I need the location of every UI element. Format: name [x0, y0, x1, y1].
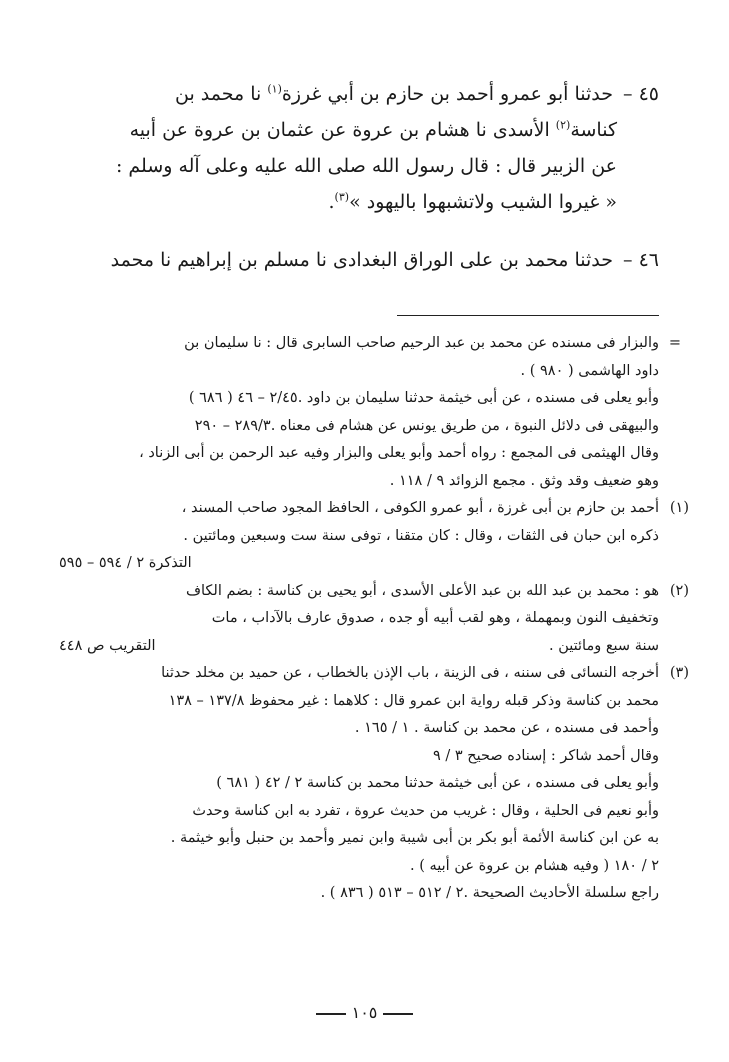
- footnote-separator: [397, 315, 659, 316]
- footnote-marker: (١): [669, 500, 689, 516]
- reference-citation: التذكرة ٢ / ٥٩٤ – ٥٩٥: [59, 555, 192, 571]
- footnote-ref: (١): [267, 82, 282, 96]
- footnote-3: (٣) أخرجه النسائى فى سننه ، فى الزينة ، باب الإذن بالخطاب ، عن حميد بن مخلد حدثنا محمد بن كناسة وذكر قبله رواية ابن عمرو قال : كلاهما : غير محفوظ ١٣٧/٨ – ١٣٨ وأحمد فى مسنده ، عن محمد بن كناسة . ١ / ١٦٥ . وقال أحمد شاكر : إسناده صحيح ٣ / ٩ وأبو يعلى فى مسنده ، عن أبى خيثمة حدثنا محمد بن كناسة ٢ / ٤٢ ( ٦٨١ ) وأبو نعيم فى الحلية ، وقال : غريب من حديث عروة ، تفرد به ابن كناسة وحدث به عن ابن كناسة الأئمة أبو بكر بن أبى شيبة وابن نمير وأحمد بن حنبل وأبو خيثمة . ٢ / ١٨٠ ( وفيه هشام بن عروة عن أبيه ) . راجع سلسلة الأحاديث الصحيحة .٢ / ٥١٢ – ٥١٣ ( ٨٣٦ ) .: [59, 660, 659, 908]
- continuation-marker: =: [668, 335, 681, 351]
- footnote-marker: (٢): [669, 582, 689, 599]
- hadith-45-line-2: كناسة$^{(٢)}$ الأسدى نا هشام بن عروة عن عثمان بن عروة عن أبيه: [129, 118, 617, 141]
- hadith-number: ٤٥ –: [623, 83, 659, 105]
- footnote-ref: (٣): [334, 190, 350, 204]
- hadith-45-line-1: ٤٥ – حدثنا أبو عمرو أحمد بن حازم بن أبي غرزة$^{(١)}$ نا محمد بن: [99, 76, 659, 112]
- folio-dash: [316, 1013, 346, 1015]
- hadith-45-line-3: عن الزبير قال : قال رسول الله صلى الله عليه وعلى آله وسلم :: [115, 155, 617, 177]
- hadith-46: [99, 242, 659, 278]
- hadith-46-line-1: ٤٦ – حدثنا محمد بن على الوراق البغدادى نا مسلم بن إبراهيم نا محمد: [99, 242, 659, 278]
- hadith-number: ٤٦ –: [623, 249, 659, 271]
- footnote-2-last-line: سنة سبع ومائتين . التقريب ص ٤٤٨: [59, 633, 659, 661]
- page-number: ١٠٥: [0, 1003, 729, 1022]
- footnote-marker: (٣): [669, 665, 689, 681]
- footnote-ref: (٢): [555, 118, 571, 132]
- reference-citation: التقريب ص ٤٤٨: [59, 637, 156, 654]
- footnote-continuation: = والبزار فى مسنده عن محمد بن عبد الرحيم صاحب السابرى قال : نا سليمان بن داود الهاشمى ( ٩٨٠ ) . وأبو يعلى فى مسنده ، عن أبى خيثمة حدثنا سليمان بن داود .٢/٤٥ – ٤٦ ( ٦٨٦ ) والبيهقى فى دلائل النبوة ، من طريق يونس عن هشام فى معناه .٢٨٩/٣ – ٢٩٠ وقال الهيثمى فى المجمع : رواه أحمد وأبو يعلى والبزار وفيه عبد الرحمن بن أبى الزناد ، وهو ضعيف وقد وثق . مجمع الزوائد ٩ / ١١٨ .: [59, 330, 659, 495]
- footnote-1: (١) أحمد بن حازم بن أبى غرزة ، أبو عمرو الكوفى ، الحافظ المجود صاحب المسند ، ذكره ابن حبان فى الثقات ، وقال : كان متقنا ، توفى سنة ست وسبعين ومائتين . التذكرة ٢ / ٥٩٤ – ٥٩٥: [59, 495, 659, 578]
- hadith-45-line-4: « غيروا الشيب ولاتشبهوا باليهود »$^{(٣)}$.: [328, 190, 617, 213]
- folio-dash: [383, 1013, 413, 1015]
- footnotes: [59, 330, 689, 908]
- footnote-2: (٢) هو : محمد بن عبد الله بن عبد الأعلى الأسدى ، أبو يحيى بن كناسة : بضم الكاف وتخفيف النون وبمهملة ، وهو لقب أبيه أو جده ، صدوق عارف بالآداب ، مات سنة سبع ومائتين . التقريب ص ٤٤٨: [59, 578, 659, 661]
- hadith-45: [99, 76, 659, 220]
